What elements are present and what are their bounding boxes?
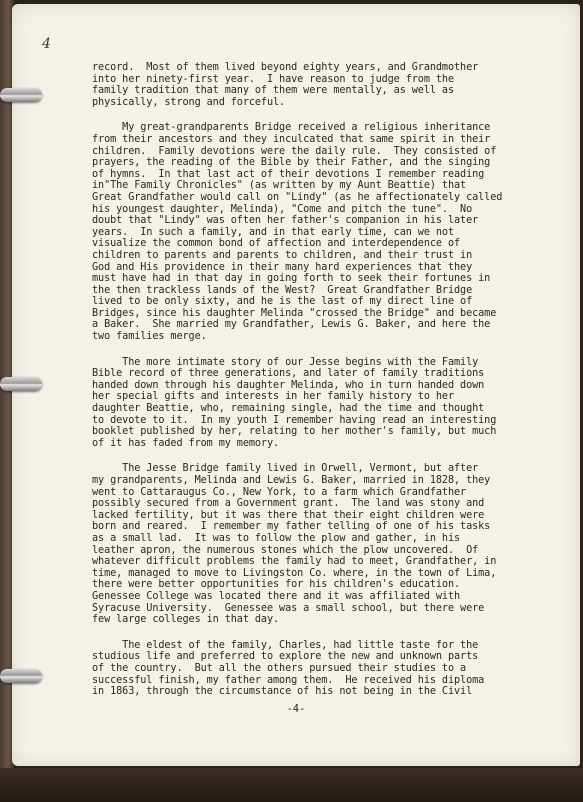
- text-line: of it has faded from my memory.: [92, 437, 280, 449]
- text-line: leather apron, the numerous stones which the plow uncovered. Of: [92, 544, 479, 556]
- text-line: My great-grandparents Bridge received a religious inheritance: [92, 122, 491, 134]
- text-line: booklet published by her, relating to her mother's family, but much: [92, 426, 497, 438]
- text-line: God and His providence in their many hard experiences that they: [92, 261, 473, 273]
- text-line: The eldest of the family, Charles, had little taste for the: [92, 639, 479, 651]
- text-line: Bridges, since his daughter Melinda "crossed the Bridge" and became: [92, 307, 497, 319]
- text-line: there were better opportunities for his children's education.: [92, 579, 461, 591]
- text-line: in 1863, through the circumstance of his not being in the Civil: [92, 686, 473, 698]
- text-line: lacked fertility, but it was there that their eight children were: [92, 509, 485, 521]
- binder-ring-top: [0, 88, 42, 102]
- text-line: born and reared. I remember my father telling of one of his tasks: [92, 521, 491, 533]
- text-line: my grandparents, Melinda and Lewis G. Baker, married in 1828, they: [92, 475, 491, 486]
- page-body-text: [92, 62, 562, 712]
- text-line: studious life and preferred to explore the new and unknown parts: [92, 651, 479, 663]
- binder-ring-bottom: [0, 669, 42, 683]
- text-line: Genessee College was located there and it was affiliated with: [92, 590, 461, 602]
- text-line: record. Most of them lived beyond eighty years, and Grandmother: [92, 62, 479, 73]
- text-line: lived to be only sixty, and he is the last of my direct line of: [92, 296, 473, 308]
- paragraph: [92, 640, 562, 698]
- text-line: his youngest daughter, Melinda), "Come and pitch the tune". No: [92, 203, 473, 215]
- paragraph: [92, 62, 562, 108]
- text-line: years. In such a family, and in that early time, can we not: [92, 226, 455, 238]
- handwritten-page-number: 4: [42, 36, 51, 52]
- text-line: two families merge.: [92, 331, 207, 343]
- text-line: daughter Beattie, who, remaining single, had the time and thought: [92, 403, 485, 415]
- paragraph: [92, 122, 562, 342]
- paragraph: [92, 357, 562, 450]
- text-line: successful finish, my father among them. He received his diploma: [92, 674, 485, 686]
- text-line: children to parents and parents to children, and their trust in: [92, 249, 473, 261]
- text-line: children. Family devotions were the daily rule. They consisted of: [92, 145, 497, 157]
- page-edge-shadow: [0, 768, 583, 802]
- text-line: time, managed to move to Livingston Co. where, in the town of Lima,: [92, 567, 497, 579]
- text-line: her special gifts and interests in her family history to her: [92, 391, 455, 403]
- text-line: physically, strong and forceful.: [92, 96, 286, 108]
- binder-ring-middle: [0, 377, 42, 391]
- text-line: into her ninety-first year. I have reason to judge from the: [92, 73, 455, 85]
- text-line: of the country. But all the others pursued their studies to a: [92, 662, 467, 674]
- text-line: of hymns. In that last act of their devotions I remember reading: [92, 168, 485, 180]
- text-line: to devote to it. In my youth I remember having read an interesting: [92, 414, 497, 426]
- text-line: whatever difficult problems the family had to meet, Grandfather, in: [92, 556, 497, 568]
- paragraph: [92, 463, 562, 625]
- text-line: possibly secured from a Government grant. The land was stony and: [92, 498, 485, 510]
- text-line: from their ancestors and they inculcated that same spirit in their: [92, 133, 491, 145]
- text-line: Bible record of three generations, and later of family traditions: [92, 368, 485, 380]
- text-line: Syracuse University. Genessee was a small school, but there were: [92, 602, 485, 614]
- text-line: The Jesse Bridge family lived in Orwell, Vermont, but after: [92, 463, 479, 475]
- text-line: visualize the common bond of affection and interdependence of: [92, 238, 461, 250]
- text-line: must have had in that day in going forth to seek their fortunes in: [92, 273, 491, 285]
- text-line: prayers, the reading of the Bible by their Father, and the singing: [92, 157, 491, 169]
- text-line: a Baker. She married my Grandfather, Lewis G. Baker, and here the: [92, 319, 491, 331]
- text-line: few large colleges in that day.: [92, 614, 280, 626]
- text-line: in"The Family Chronicles" (as written by my Aunt Beattie) that: [92, 180, 467, 192]
- text-line: doubt that "Lindy" was often her father's companion in his later: [92, 215, 479, 227]
- text-line: Great Grandfather would call on "Lindy" (as he affectionately called: [92, 191, 503, 203]
- page-folio: -4-: [286, 704, 306, 715]
- text-line: handed down through his daughter Melinda, who in turn handed down: [92, 379, 485, 391]
- text-line: family tradition that many of them were mentally, as well as: [92, 85, 455, 97]
- text-line: the then trackless lands of the West? Great Grandfather Bridge: [92, 284, 473, 296]
- text-line: went to Cattaraugus Co., New York, to a farm which Grandfather: [92, 486, 467, 498]
- text-line: as a small lad. It was to follow the plow and gather, in his: [92, 532, 461, 544]
- notebook-page: [12, 4, 580, 766]
- text-line: The more intimate story of our Jesse begins with the Family: [92, 356, 479, 368]
